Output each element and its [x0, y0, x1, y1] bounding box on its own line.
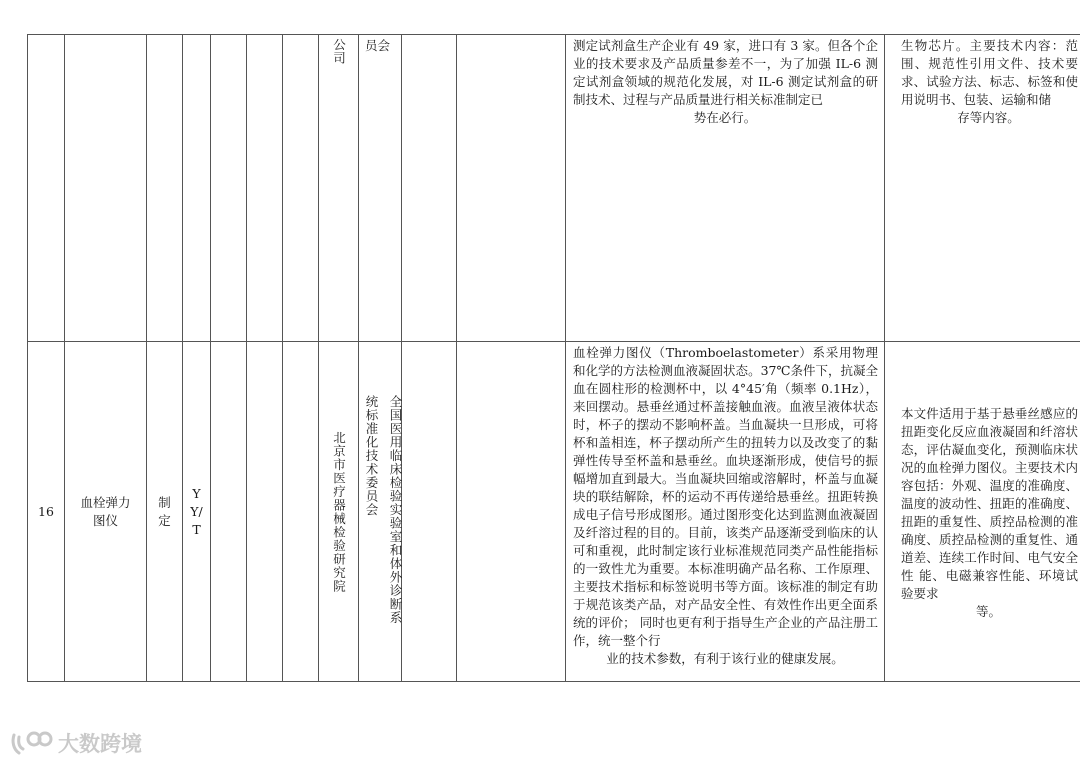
- empty-cell: [402, 342, 457, 682]
- scope-fragment: 生物芯片。主要技术内容：范围、规范性引用文件、技术要求、试验方法、标志、标签和使用说明书、包装、运输和储: [901, 38, 1078, 107]
- empty-cell: [211, 35, 247, 342]
- empty-cell: [402, 35, 457, 342]
- scope-last-line: 存等内容。: [957, 110, 1020, 125]
- number-cell: [28, 342, 65, 682]
- content-cell: [566, 35, 885, 342]
- empty-cell: [247, 35, 283, 342]
- content-last-line: 业的技术参数，有利于该行业的健康发展。: [606, 651, 844, 666]
- content-last-line: 势在必行。: [693, 110, 757, 125]
- scope-cell: [885, 35, 1080, 342]
- scope-cell: [885, 342, 1080, 682]
- scope-last-line: 等。: [975, 603, 1001, 619]
- revision-type: 制定: [158, 494, 171, 528]
- unit-cell: [319, 342, 359, 682]
- empty-cell: [457, 35, 566, 342]
- committee-fragment: 员会: [365, 38, 391, 53]
- content-fragment: 测定试剂盒生产企业有 49 家，进口有 3 家。但各个企业的技术要求及产品质量参差不一，为了加强 IL-6 测定试剂盒领域的规范化发展，对 IL-6 测定试剂盒的研制技术、过程与产品质量进行相关标准制定已: [573, 38, 878, 107]
- project-name: 血栓弹力图仪: [80, 494, 131, 528]
- unit-name: 北京市医疗器械检验研究院: [331, 430, 347, 593]
- unit-fragment: 公司: [331, 38, 347, 65]
- standard-type: YY/T: [190, 485, 203, 537]
- empty-cell: [283, 342, 319, 682]
- watermark-logo-icon: [10, 729, 54, 757]
- empty-cell: [247, 342, 283, 682]
- revision-type-cell: [147, 342, 183, 682]
- content-cell: [566, 342, 885, 682]
- row-number: 16: [38, 503, 54, 519]
- standard-type-cell: [183, 35, 211, 342]
- unit-cell: [319, 35, 359, 342]
- project-name-cell: [65, 342, 147, 682]
- standards-table: [27, 34, 1080, 682]
- empty-cell: [457, 342, 566, 682]
- standard-type-cell: [183, 342, 211, 682]
- table-row: [28, 35, 1080, 342]
- content-text: 血栓弹力图仪（Thromboelastometer）系采用物理和化学的方法检测血液凝固状态。37℃条件下，抗凝全血在圆柱形的检测杯中，以 4°45′角（频率 0.1Hz），来回摆动。悬垂丝通过杯盖接触血液。血液呈液体状态时，杯子的摆动不影响杯盖。当血凝块一旦形成，可将杯和盖相连，杯子摆动所产生的扭转力以及改变了的黏弹性传导至杯盖和悬垂丝。血块逐渐形成，使信号的振幅增加直到最大。当血凝块回缩或溶解时，杯盖与血凝块的联结解除，杯的运动不再传递给悬垂丝。扭距转换成电子信号形成图形。通过图形变化达到监测血液凝固及纤溶过程的目的。目前，该类产品逐渐受到临床的认可和重视，此时制定该行业标准规范同类产品性能指标的一致性尤为重要。本标准明确产品名称、工作原理、主要技术指标和标签说明书等方面。该标准的制定有助于规范该类产品，对产品安全性、有效性作出更全面系统的评价； 同时也更有利于指导生产企业的产品注册工作，统一整个行: [573, 345, 878, 648]
- empty-cell: [283, 35, 319, 342]
- watermark: [10, 728, 142, 758]
- empty-cell: [211, 342, 247, 682]
- number-cell: [28, 35, 65, 342]
- project-name-cell: [65, 35, 147, 342]
- watermark-text: 大数跨境: [58, 732, 142, 756]
- committee-cell: [359, 342, 402, 682]
- committee-cell: [359, 35, 402, 342]
- scope-text: 本文件适用于基于悬垂丝感应的扭距变化反应血液凝固和纤溶状态，评估凝血变化，预测临床状况的血栓弹力图仪。主要技术内容包括：外观、温度的准确度、温度的波动性、扭距的准确度、扭距的重复性、质控品检测的准确度、质控品检测的重复性、通道差、连续工作时间、电气安全性 能、电磁兼容性能、环境试验要求: [901, 405, 1078, 601]
- table-row: [28, 342, 1080, 682]
- revision-type-cell: [147, 35, 183, 342]
- committee-name: 全国医用临床检验实验室和体外诊断系统标准化技术委员会: [364, 394, 403, 624]
